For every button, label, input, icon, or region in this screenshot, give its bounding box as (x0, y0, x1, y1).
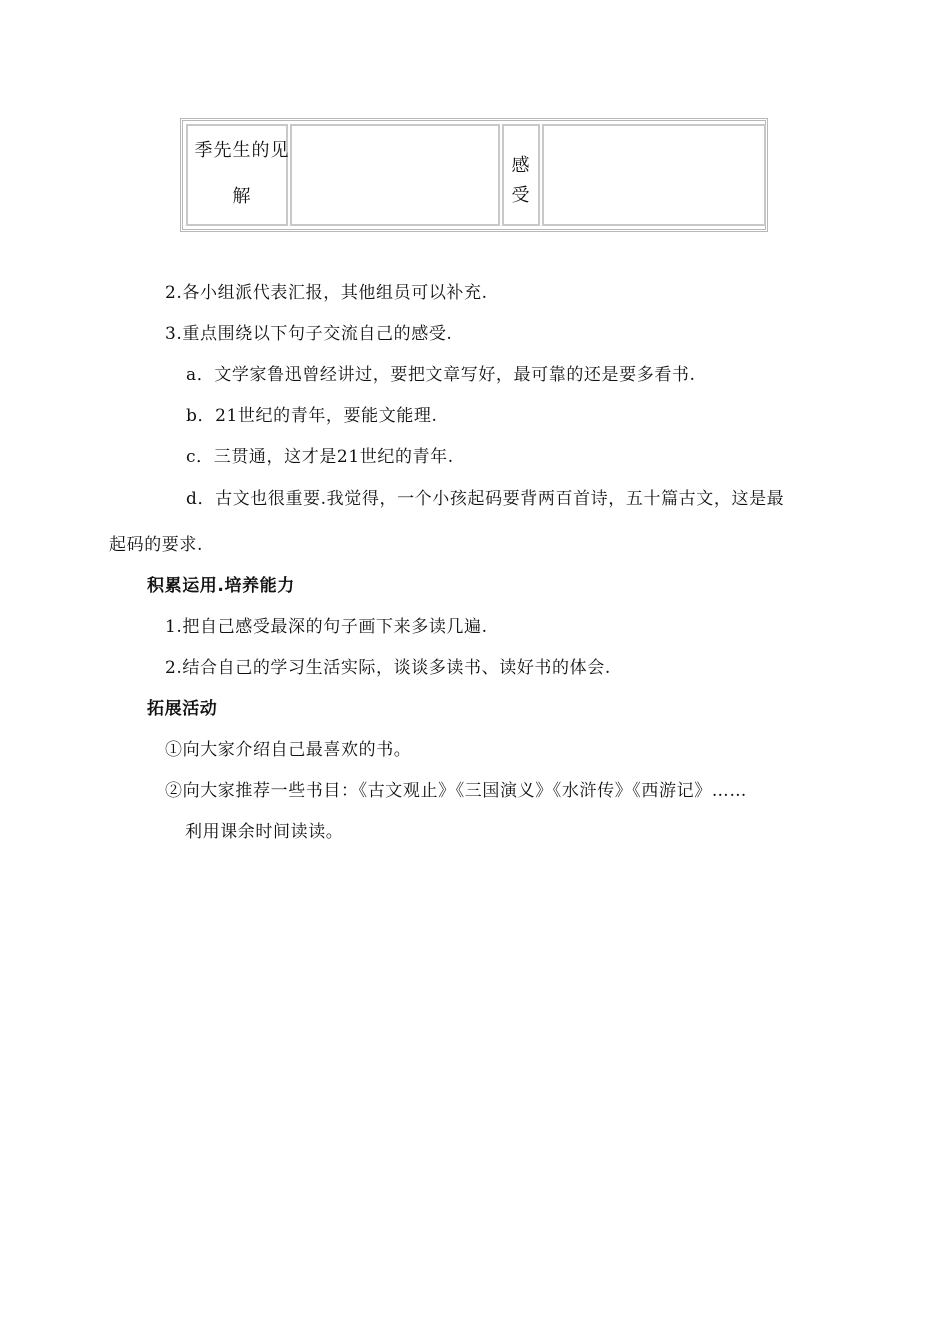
step-2-text: 2.各小组派代表汇报，其他组员可以补充. (165, 283, 488, 303)
label-feeling (504, 151, 538, 211)
sentence-c: c．三贯通，这才是21世纪的青年. (186, 447, 454, 467)
sentence-a: a．文学家鲁迅曾经讲过，要把文章写好，最可靠的还是要多看书. (186, 365, 696, 385)
table-cell-label (186, 124, 288, 226)
table-cell-blank (290, 124, 500, 226)
sentence-b: b．21世纪的青年，要能文能理. (186, 406, 438, 426)
label-feeling-text: 感受 (511, 155, 531, 206)
sentence-d-line2: 起码的要求. (109, 535, 204, 555)
practice-item-2: 2.结合自己的学习生活实际，谈谈多读书、读好书的体会. (165, 658, 611, 678)
sentence-d-line1: d．古文也很重要.我觉得，一个小孩起码要背两百首诗，五十篇古文，这是最 (186, 489, 785, 509)
table-cell-label (502, 124, 540, 226)
step-3-text: 3.重点围绕以下句子交流自己的感受. (165, 324, 453, 344)
activity-item-2-cont: 利用课余时间读读。 (185, 822, 344, 842)
practice-item-1: 1.把自己感受最深的句子画下来多读几遍. (165, 617, 488, 637)
section-heading-practice: 积累运用.培养能力 (147, 576, 295, 596)
activity-item-2: ②向大家推荐一些书目：《古文观止》《三国演义》《水浒传》《西游记》…… (165, 781, 747, 801)
reading-notes-table (180, 118, 768, 232)
activity-item-1: ①向大家介绍自己最喜欢的书。 (165, 740, 412, 760)
table-cell-blank (542, 124, 766, 226)
label-opinion: 季先生的见解 (194, 140, 290, 207)
section-heading-activity: 拓展活动 (147, 699, 218, 719)
